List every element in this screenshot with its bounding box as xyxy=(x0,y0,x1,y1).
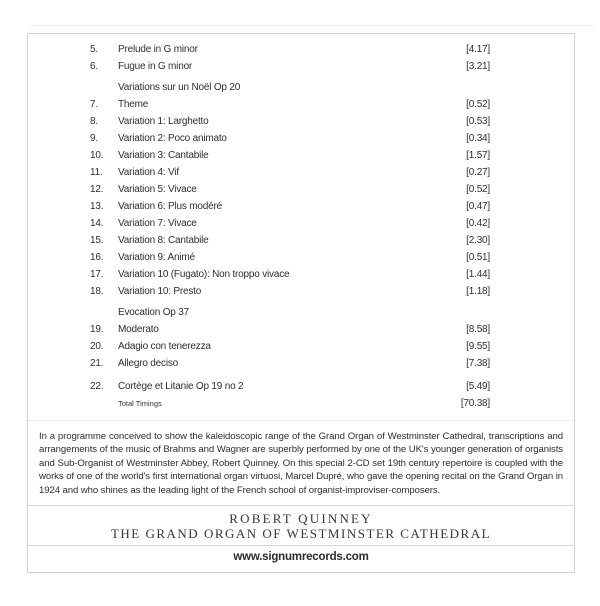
track-row xyxy=(28,41,574,58)
artist-name: ROBERT QUINNEY xyxy=(229,511,373,526)
track-duration: [0.52] xyxy=(466,99,490,110)
track-title: Variation 1: Larghetto xyxy=(118,116,209,127)
track-title: Theme xyxy=(118,99,149,110)
track-title: Variation 4: Vif xyxy=(118,167,179,178)
track-row xyxy=(28,96,574,113)
work-heading-row xyxy=(28,79,574,96)
track-title: Moderato xyxy=(118,324,159,335)
track-row xyxy=(28,283,574,300)
total-timings-row xyxy=(28,396,574,411)
track-number: 14. xyxy=(90,218,104,229)
track-number: 12. xyxy=(90,184,104,195)
track-row xyxy=(28,355,574,372)
track-number: 5. xyxy=(90,44,98,55)
track-row xyxy=(28,266,574,283)
track-number: 19. xyxy=(90,324,104,335)
track-number: 18. xyxy=(90,286,104,297)
scan-edge-line xyxy=(30,25,594,26)
track-number: 15. xyxy=(90,235,104,246)
track-duration: [0.53] xyxy=(466,116,490,127)
track-title: Cortège et Litanie Op 19 no 2 xyxy=(118,381,244,392)
track-title: Variation 10 (Fugato): Non troppo vivace xyxy=(118,269,290,280)
track-title: Variation 3: Cantabile xyxy=(118,150,209,161)
footer-top-divider xyxy=(28,505,574,506)
track-title: Variation 8: Cantabile xyxy=(118,235,209,246)
track-title: Variation 2: Poco animato xyxy=(118,133,227,144)
track-list xyxy=(28,34,574,411)
work-heading-label: Evocation Op 37 xyxy=(118,307,189,318)
track-row xyxy=(28,232,574,249)
track-number: 17. xyxy=(90,269,104,280)
track-row xyxy=(28,164,574,181)
track-title: Variation 7: Vivace xyxy=(118,218,197,229)
track-duration: [1.57] xyxy=(466,150,490,161)
album-description: In a programme conceived to show the kaleidoscopic range of the Grand Organ of Westminster Cathedral, transcriptions and arrangements of the music of Brahms and Wagner are superbly performed by one of the UK's younger generation of organists and Sub-Organist of Westminster Abbey, Robert Quinney. On this special 2-CD set 19th century repertoire is coupled with the works of one of the world's first international organ virtuosi, Marcel Dupré, who gave the opening recital on the Grand Organ in 1924 and who shines as the leading light of the French school of organist-improviser-composers. xyxy=(39,431,563,496)
track-number: 13. xyxy=(90,201,104,212)
track-number: 9. xyxy=(90,133,98,144)
track-row xyxy=(28,338,574,355)
track-number: 21. xyxy=(90,358,104,369)
inlay-panel xyxy=(27,33,575,573)
track-title: Adagio con tenerezza xyxy=(118,341,211,352)
track-duration: [5.49] xyxy=(466,381,490,392)
footer-bottom-divider xyxy=(28,545,574,546)
track-duration: [0.52] xyxy=(466,184,490,195)
work-heading-label: Variations sur un Noël Op 20 xyxy=(118,82,241,93)
track-number: 22. xyxy=(90,381,104,392)
track-row xyxy=(28,58,574,75)
album-title: THE GRAND ORGAN OF WESTMINSTER CATHEDRAL xyxy=(110,526,492,541)
track-row xyxy=(28,113,574,130)
track-duration: [0.47] xyxy=(466,201,490,212)
track-title: Prelude in G minor xyxy=(118,44,198,55)
track-duration: [3.21] xyxy=(466,61,490,72)
track-row xyxy=(28,215,574,232)
track-duration: [0.42] xyxy=(466,218,490,229)
track-title: Variation 9: Animé xyxy=(118,252,195,263)
track-row xyxy=(28,130,574,147)
track-number: 7. xyxy=(90,99,98,110)
track-duration: [0.34] xyxy=(466,133,490,144)
track-number: 16. xyxy=(90,252,104,263)
track-number: 20. xyxy=(90,341,104,352)
track-duration: [8.58] xyxy=(466,324,490,335)
track-duration: [2.30] xyxy=(466,235,490,246)
track-row xyxy=(28,249,574,266)
track-duration: [0.51] xyxy=(466,252,490,263)
track-row xyxy=(28,321,574,338)
track-duration: [7.38] xyxy=(466,358,490,369)
track-duration: [1.44] xyxy=(466,269,490,280)
track-row xyxy=(28,378,574,395)
track-duration: [9.55] xyxy=(466,341,490,352)
track-title: Variation 5: Vivace xyxy=(118,184,197,195)
track-row xyxy=(28,181,574,198)
track-duration: [4.17] xyxy=(466,44,490,55)
track-row xyxy=(28,147,574,164)
track-duration: [1.18] xyxy=(466,286,490,297)
track-row xyxy=(28,198,574,215)
label-website: www.signumrecords.com xyxy=(233,551,369,563)
total-timings-label: Total Timings xyxy=(118,399,162,408)
track-duration: [0.27] xyxy=(466,167,490,178)
track-number: 8. xyxy=(90,116,98,127)
track-number: 10. xyxy=(90,150,104,161)
track-title: Allegro deciso xyxy=(118,358,179,369)
track-title: Variation 6: Plus modéré xyxy=(118,201,222,212)
track-number: 11. xyxy=(90,167,103,178)
total-timings-value: [70.38] xyxy=(460,398,490,409)
work-heading-row xyxy=(28,304,574,321)
track-title: Variation 10: Presto xyxy=(118,286,202,297)
track-number: 6. xyxy=(90,61,98,72)
track-title: Fugue in G minor xyxy=(118,61,193,72)
